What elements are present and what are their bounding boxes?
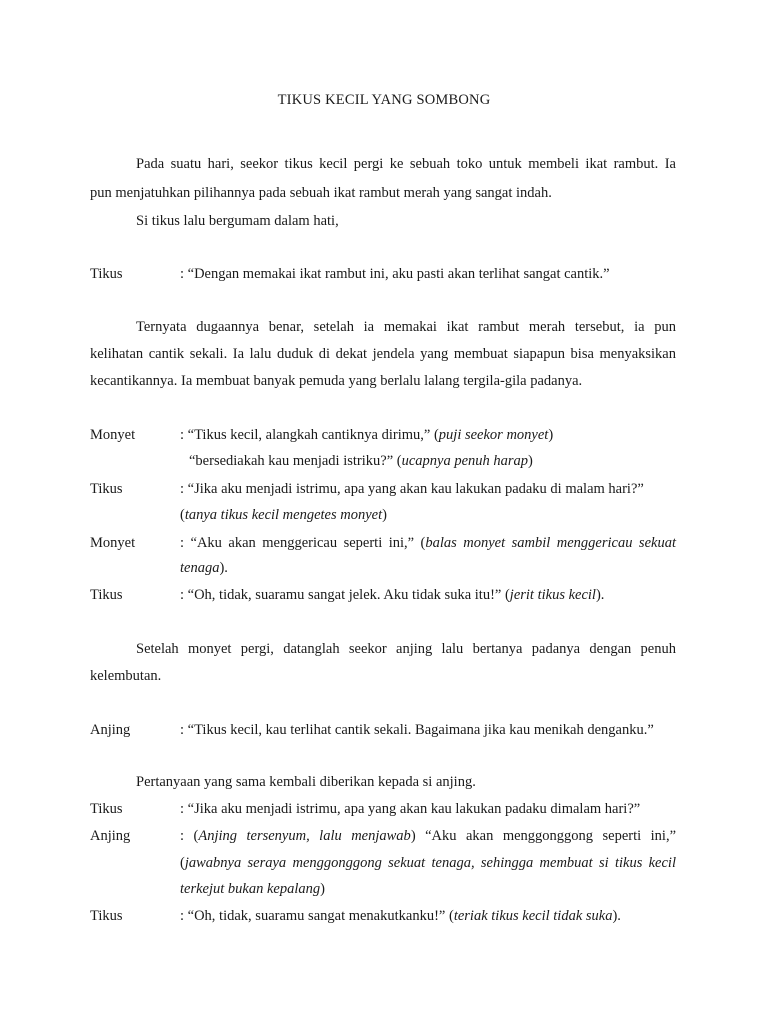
speaker-label: Tikus	[90, 266, 123, 282]
story-title: TIKUS KECIL YANG SOMBONG	[277, 92, 491, 108]
dialogue-line: (jawabnya seraya menggonggong sekuat tenaga, sehingga membuat si tikus kecil	[180, 855, 676, 871]
dialogue-line: : “Aku akan menggericau seperti ini,” (balas monyet sambil menggericau sekuat	[180, 535, 676, 551]
paragraph-3-line-2: kelembutan.	[90, 668, 162, 684]
dialogue-line: : “Jika aku menjadi istrimu, apa yang akan kau lakukan padaku dimalam hari?”	[180, 801, 641, 817]
paragraph-1-line-1: Pada suatu hari, seekor tikus kecil pergi ke sebuah toko untuk membeli ikat rambut. Ia	[136, 156, 676, 172]
paragraph-4-line-1: Pertanyaan yang sama kembali diberikan kepada si anjing.	[136, 774, 476, 790]
paragraph-1-line-2: pun menjatuhkan pilihannya pada sebuah ikat rambut merah yang sangat indah.	[90, 185, 552, 201]
paragraph-3-line-1: Setelah monyet pergi, datanglah seekor anjing lalu bertanya padanya dengan penuh	[136, 641, 676, 657]
speaker-label: Monyet	[90, 535, 136, 551]
dialogue-line: : “Oh, tidak, suaramu sangat jelek. Aku tidak suka itu!” (jerit tikus kecil).	[180, 587, 605, 603]
paragraph-2-line-2: kelihatan cantik sekali. Ia lalu duduk di dekat jendela yang membuat siapapun bisa menyaksikan	[90, 346, 676, 362]
speaker-label: Tikus	[90, 481, 123, 497]
dialogue-line: (tanya tikus kecil mengetes monyet)	[180, 507, 387, 523]
paragraph-2-line-3: kecantikannya. Ia membuat banyak pemuda yang berlalu lalang tergila-gila padanya.	[90, 373, 583, 389]
dialogue-line: : “Jika aku menjadi istrimu, apa yang akan kau lakukan padaku di malam hari?”	[180, 481, 644, 497]
dialogue-line: terkejut bukan kepalang)	[180, 881, 325, 897]
dialogue-line: : “Dengan memakai ikat rambut ini, aku pasti akan terlihat sangat cantik.”	[180, 266, 610, 282]
dialogue-line: : “Oh, tidak, suaramu sangat menakutkanku!” (teriak tikus kecil tidak suka).	[180, 908, 621, 924]
dialogue-line: : “Tikus kecil, kau terlihat cantik sekali. Bagaimana jika kau menikah denganku.”	[180, 722, 654, 738]
speaker-label: Tikus	[90, 908, 123, 924]
speaker-label: Tikus	[90, 801, 123, 817]
speaker-label: Anjing	[90, 828, 131, 844]
speaker-label: Anjing	[90, 722, 131, 738]
speaker-label: Tikus	[90, 587, 123, 603]
speaker-label: Monyet	[90, 427, 136, 443]
paragraph-2-line-1: Ternyata dugaannya benar, setelah ia memakai ikat rambut merah tersebut, ia pun	[136, 319, 676, 335]
paragraph-1-line-3: Si tikus lalu bergumam dalam hati,	[136, 213, 339, 229]
dialogue-line: “bersediakah kau menjadi istriku?” (ucapnya penuh harap)	[189, 453, 533, 469]
dialogue-line: : “Tikus kecil, alangkah cantiknya dirimu,” (puji seekor monyet)	[180, 427, 554, 443]
dialogue-line: tenaga).	[180, 560, 228, 576]
dialogue-line: : (Anjing tersenyum, lalu menjawab) “Aku akan menggonggong seperti ini,”	[180, 828, 677, 844]
